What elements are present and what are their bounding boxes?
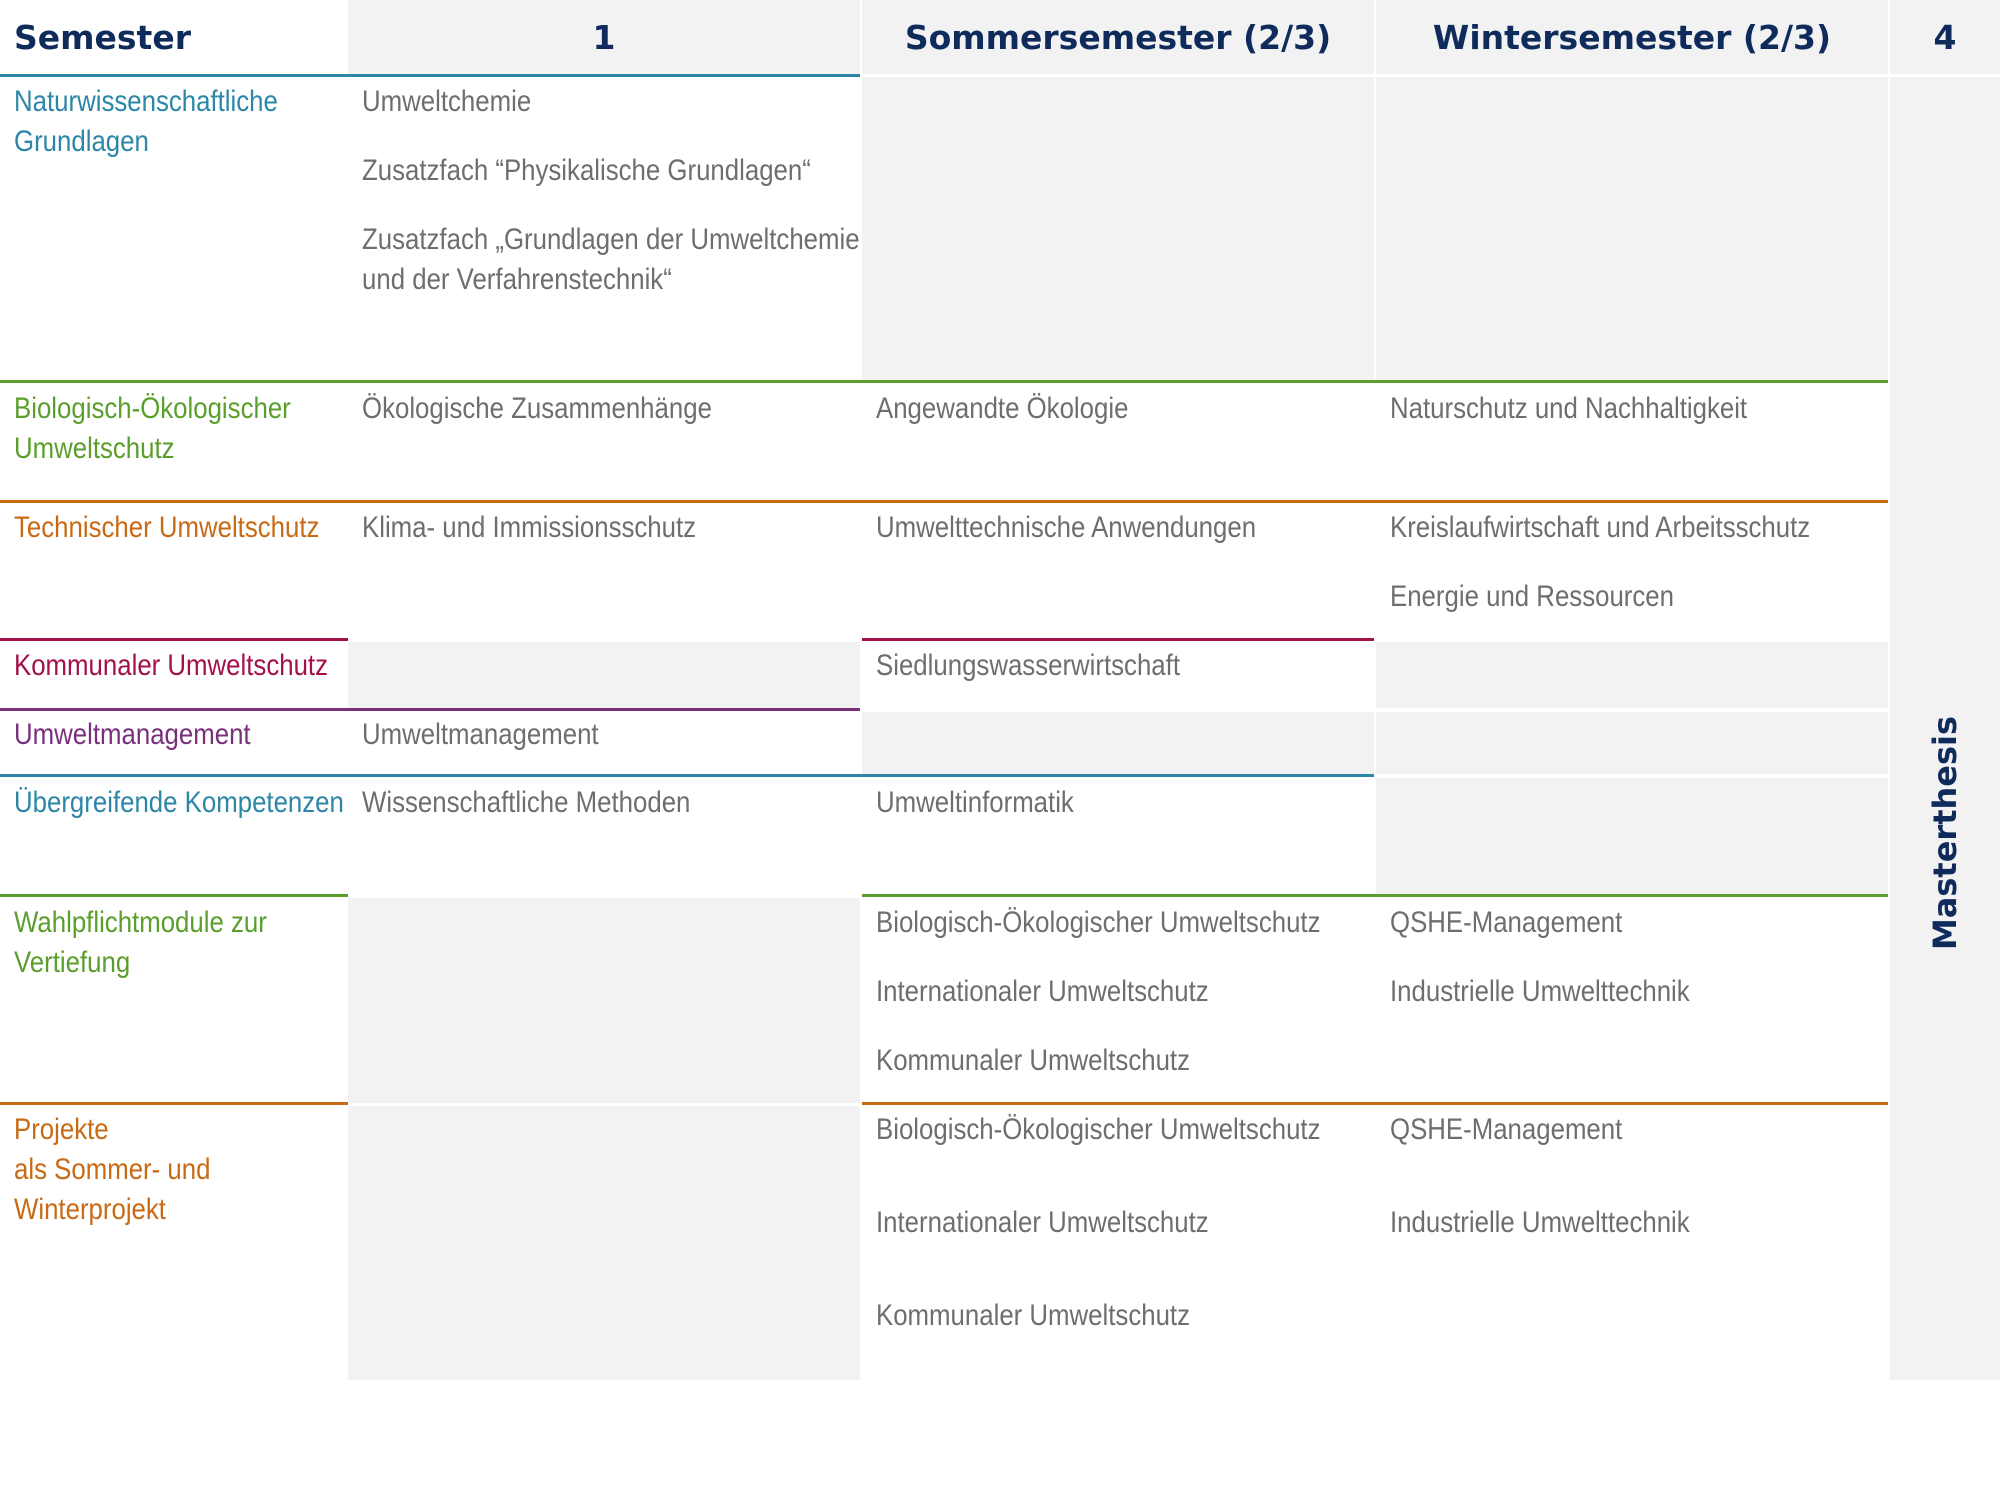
semester-header: Semester — [14, 17, 191, 57]
module-umweltmanagement: Umweltmanagement — [362, 718, 599, 751]
semester-4-header: 4 — [1933, 17, 1957, 57]
category-naturwissenschaftliche — [14, 82, 278, 162]
category-uebergreifende — [14, 783, 344, 823]
module-umweltchemie: Umweltchemie — [362, 85, 532, 118]
module-zusatz-physik: Zusatzfach “Physikalische Grundlagen“ — [362, 154, 811, 187]
module-line: Zusatzfach „Grundlagen der Umweltchemie — [362, 223, 860, 256]
module-wahl-qshe: QSHE-Management — [1390, 906, 1623, 939]
category-line: Grundlagen — [14, 125, 149, 158]
empty-cell-sem1-wahlpflicht — [348, 898, 860, 1103]
empty-cell-winter-uebergreifend — [1376, 778, 1888, 894]
divider-uebergreifend — [0, 774, 1374, 777]
module-projekt-biologisch: Biologisch-Ökologischer Umweltschutz — [876, 1113, 1321, 1146]
divider-kommunaler-left — [0, 638, 348, 641]
category-line: Umweltmanagement — [14, 718, 251, 751]
module-zusatz-chemie — [362, 220, 860, 300]
module-wahl-kommunal: Kommunaler Umweltschutz — [876, 1044, 1191, 1077]
category-line: Wahlpflichtmodule zur — [14, 906, 267, 939]
module-wahl-biologisch: Biologisch-Ökologischer Umweltschutz — [876, 906, 1321, 939]
module-wahl-industrielle: Industrielle Umwelttechnik — [1390, 975, 1690, 1008]
divider-wahlpflicht-left — [0, 894, 348, 897]
masterthesis-label: Masterthesis — [1926, 715, 1965, 951]
wintersemester-header: Wintersemester (2/3) — [1432, 17, 1832, 57]
module-umweltinformatik: Umweltinformatik — [876, 786, 1074, 819]
category-line: Umweltschutz — [14, 432, 175, 465]
divider-projekte-left — [0, 1102, 348, 1105]
category-biologisch — [14, 389, 291, 469]
empty-cell-sem1-kommunal — [348, 642, 860, 708]
module-naturschutz-nachhaltigkeit: Naturschutz und Nachhaltigkeit — [1390, 392, 1748, 425]
module-projekt-qshe: QSHE-Management — [1390, 1113, 1623, 1146]
module-wissenschaftliche-methoden: Wissenschaftliche Methoden — [362, 786, 691, 819]
row-separator — [862, 1195, 1374, 1197]
category-wahlpflicht — [14, 903, 267, 983]
row-separator — [862, 1032, 1374, 1034]
module-umwelttechnische-anwendungen: Umwelttechnische Anwendungen — [876, 511, 1257, 544]
module-line: und der Verfahrenstechnik“ — [362, 263, 672, 296]
semester-1-header: 1 — [592, 17, 616, 57]
category-line: Winterprojekt — [14, 1193, 166, 1226]
divider-kommunaler-sommer — [862, 638, 1374, 641]
category-technischer — [14, 508, 319, 548]
module-oekologische-zusammenhaenge: Ökologische Zusammenhänge — [362, 392, 712, 425]
category-line: als Sommer- und — [14, 1153, 211, 1186]
category-line: Kommunaler Umweltschutz — [14, 649, 329, 682]
divider-technischer — [0, 500, 1888, 503]
category-line: Vertiefung — [14, 946, 131, 979]
divider-wahlpflicht-right — [862, 894, 1888, 897]
module-angewandte-oekologie: Angewandte Ökologie — [876, 392, 1129, 425]
divider-projekte-right — [862, 1102, 1888, 1105]
row-separator — [1376, 1195, 1888, 1197]
module-projekt-kommunal: Kommunaler Umweltschutz — [876, 1299, 1191, 1332]
row-separator — [862, 964, 1374, 966]
category-line: Biologisch-Ökologischer — [14, 392, 291, 425]
row-separator — [1376, 569, 1888, 571]
row-separator — [862, 1288, 1374, 1290]
category-umweltmanagement — [14, 715, 251, 755]
empty-cell-sem1-projekte — [348, 1106, 860, 1380]
module-projekt-international: Internationaler Umweltschutz — [876, 1206, 1209, 1239]
divider-biologisch — [0, 380, 1888, 383]
category-line: Naturwissenschaftliche — [14, 85, 278, 118]
module-wahl-international: Internationaler Umweltschutz — [876, 975, 1209, 1008]
empty-cell-sommer-umweltmgmt — [862, 712, 1374, 774]
empty-cell-winter-kommunal — [1376, 642, 1888, 708]
row-separator — [1376, 964, 1888, 966]
divider-umweltmanagement — [0, 708, 860, 711]
empty-cell-winter-natur — [1376, 77, 1888, 380]
divider-header — [0, 74, 860, 77]
category-line: Übergreifende Kompetenzen — [14, 786, 344, 819]
row-separator — [348, 211, 860, 213]
module-kreislaufwirtschaft: Kreislaufwirtschaft und Arbeitsschutz — [1390, 511, 1811, 544]
empty-cell-sommer-natur — [862, 77, 1374, 380]
module-energie-ressourcen: Energie und Ressourcen — [1390, 580, 1674, 613]
category-line: Technischer Umweltschutz — [14, 511, 320, 544]
module-siedlungswasserwirtschaft: Siedlungswasserwirtschaft — [876, 649, 1180, 682]
module-projekt-industrielle: Industrielle Umwelttechnik — [1390, 1206, 1690, 1239]
category-line: Projekte — [14, 1113, 109, 1146]
empty-cell-winter-umweltmgmt — [1376, 712, 1888, 774]
category-kommunaler — [14, 646, 328, 686]
sommersemester-header: Sommersemester (2/3) — [904, 17, 1332, 57]
category-projekte — [14, 1110, 210, 1230]
module-klima-immissionsschutz: Klima- und Immissionsschutz — [362, 511, 697, 544]
row-separator — [348, 143, 860, 145]
